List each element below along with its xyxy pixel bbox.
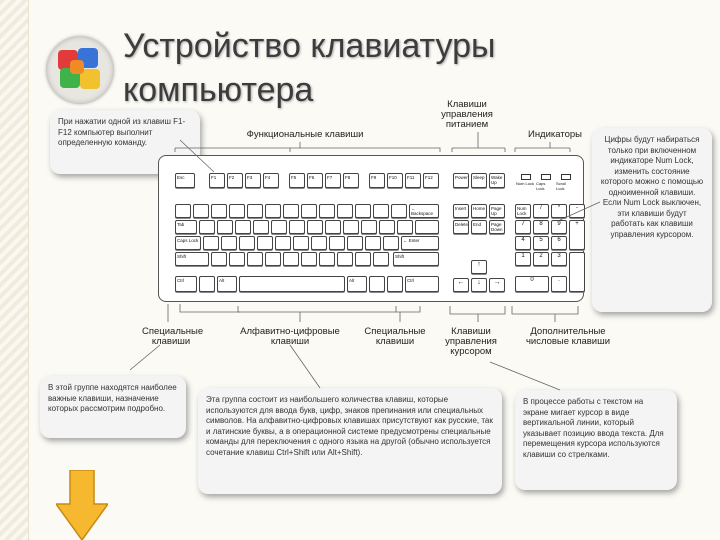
power-key: Power xyxy=(453,173,469,188)
alnum-key xyxy=(319,252,335,266)
f8-key: F8 xyxy=(343,173,359,188)
wake-key: Wake Up xyxy=(489,173,505,188)
decorative-stripe xyxy=(0,0,29,540)
arrow-right-key: → xyxy=(489,278,505,292)
alnum-key xyxy=(355,252,371,266)
f4-key: F4 xyxy=(263,173,279,188)
numpad-key: * xyxy=(551,204,567,218)
alnum-key xyxy=(301,204,317,218)
capslock-key: Caps Lock xyxy=(175,236,201,250)
alnum-key xyxy=(301,252,317,266)
shift-left-key: Shift xyxy=(175,252,209,266)
alnum-key xyxy=(379,220,395,234)
alnum-key xyxy=(361,220,377,234)
alnum-key xyxy=(293,236,309,250)
numpad-key: + xyxy=(569,220,585,250)
numpad-key: 1 xyxy=(515,252,531,266)
alnum-key xyxy=(319,204,335,218)
special-keys-left-label: Специальные клавиши xyxy=(142,326,204,347)
f12-key: F12 xyxy=(423,173,439,188)
keyboard-diagram xyxy=(158,155,584,302)
numpad-key: / xyxy=(533,204,549,218)
alt-right-key: Alt xyxy=(347,276,367,292)
functional-keys-label: Функциональные клавиши xyxy=(246,129,364,140)
numlock-callout xyxy=(592,128,712,312)
capslock-led-label: Caps Lock xyxy=(535,180,555,190)
scrolllock-led-label: Scroll Lock xyxy=(555,180,575,190)
down-arrow-icon xyxy=(56,470,108,540)
backslash-key xyxy=(415,220,439,234)
cursor-group-callout-text: В процессе работы с текстом на экране мигает курсор в виде вертикальной линии, который указывает позицию ввода текста. Для перемещения курсора используются клавиши со стрелками. xyxy=(523,397,664,459)
alnum-key xyxy=(307,220,323,234)
numlock-callout-text: Цифры будут набираться только при включенном индикаторе Num Lock, изменить состояние которого можно с помощью одноименной клавиши. Если Num Lock выключен, эти клавиши будут работать как клавиши управления курсором. xyxy=(600,135,704,239)
end-key: End xyxy=(471,220,487,234)
alnum-key xyxy=(289,220,305,234)
tab-key: Tab xyxy=(175,220,197,234)
alnum-key xyxy=(253,220,269,234)
f3-key: F3 xyxy=(245,173,261,188)
numpad-key: . xyxy=(551,276,567,292)
pageup-key: Page Up xyxy=(489,204,505,218)
f2-key: F2 xyxy=(227,173,243,188)
numpad-numlock-key: Num Lock xyxy=(515,204,531,218)
alnum-key xyxy=(265,252,281,266)
shift-right-key: Shift xyxy=(393,252,439,266)
f9-key: F9 xyxy=(369,173,385,188)
f11-key: F11 xyxy=(405,173,421,188)
arrow-left-key: ← xyxy=(453,278,469,292)
alnum-key xyxy=(365,236,381,250)
alnum-key xyxy=(397,220,413,234)
alnum-key xyxy=(229,252,245,266)
f7-key: F7 xyxy=(325,173,341,188)
enter-key: ← Enter xyxy=(401,236,439,250)
numpad-key: 7 xyxy=(515,220,531,234)
cursor-group-callout xyxy=(515,390,677,490)
win-right-key xyxy=(369,276,385,292)
sleep-key: Sleep xyxy=(471,173,487,188)
alnum-key xyxy=(373,204,389,218)
alnum-key xyxy=(211,252,227,266)
numpad-key: 2 xyxy=(533,252,549,266)
home-key: Home xyxy=(471,204,487,218)
menu-key xyxy=(387,276,403,292)
ctrl-right-key: Ctrl xyxy=(405,276,439,292)
insert-key: Insert xyxy=(453,204,469,218)
alnum-key xyxy=(175,204,191,218)
alnum-key xyxy=(257,236,273,250)
numlock-led-label: Num Lock xyxy=(515,180,535,190)
alnum-key xyxy=(283,252,299,266)
alnum-key xyxy=(265,204,281,218)
alnum-group-callout xyxy=(198,388,502,494)
alnum-key xyxy=(229,204,245,218)
numpad-keys-label: Дополнительные числовые клавиши xyxy=(525,326,611,347)
numpad-key: 9 xyxy=(551,220,567,234)
f1-key: F1 xyxy=(209,173,225,188)
alnum-key xyxy=(221,236,237,250)
numpad-key: - xyxy=(569,204,585,218)
alnum-key xyxy=(337,204,353,218)
alnum-key xyxy=(347,236,363,250)
alnum-key xyxy=(325,220,341,234)
alnum-key xyxy=(391,204,407,218)
page-title: Устройство клавиатуры компьютера xyxy=(123,27,496,109)
f6-key: F6 xyxy=(307,173,323,188)
alnum-key xyxy=(271,220,287,234)
alnum-key xyxy=(203,236,219,250)
esc-key: Esc xyxy=(175,173,195,188)
arrow-up-key: ↑ xyxy=(471,260,487,274)
alnum-key xyxy=(239,236,255,250)
alnum-key xyxy=(383,236,399,250)
special-keys-callout-text: В этой группе находятся наиболее важные клавиши, назначение которых рассмотрим подробно. xyxy=(48,383,177,413)
arrow-down-key: ↓ xyxy=(471,278,487,292)
numpad-key: 0 xyxy=(515,276,549,292)
space-key xyxy=(239,276,345,292)
alnum-key xyxy=(311,236,327,250)
indicators-label: Индикаторы xyxy=(527,129,582,140)
numpad-key: 3 xyxy=(551,252,567,266)
special-keys-right-label: Специальные клавиши xyxy=(364,326,426,347)
puzzle-logo-icon xyxy=(46,36,114,104)
numpad-key: 6 xyxy=(551,236,567,250)
cursor-keys-label: Клавиши управления курсором xyxy=(445,326,497,357)
numpad-key xyxy=(569,252,585,292)
alnum-key xyxy=(275,236,291,250)
alnum-key xyxy=(199,220,215,234)
f10-key: F10 xyxy=(387,173,403,188)
alt-left-key: Alt xyxy=(217,276,237,292)
alnum-key xyxy=(235,220,251,234)
alnum-key xyxy=(247,252,263,266)
alnum-key xyxy=(247,204,263,218)
special-keys-callout xyxy=(40,376,186,438)
numpad-key: 5 xyxy=(533,236,549,250)
f-keys-callout-text: При нажатии одной из клавиш F1-F12 компьютер выполнит определенную команду. xyxy=(58,117,186,147)
alnum-key xyxy=(193,204,209,218)
alnum-key xyxy=(343,220,359,234)
alnum-key xyxy=(337,252,353,266)
alnum-key xyxy=(217,220,233,234)
alnum-key xyxy=(373,252,389,266)
ctrl-left-key: Ctrl xyxy=(175,276,197,292)
numpad-key: 4 xyxy=(515,236,531,250)
alnum-key xyxy=(211,204,227,218)
pagedown-key: Page Down xyxy=(489,220,505,234)
alnum-group-callout-text: Эта группа состоит из наибольшего количества клавиш, которые используются для ввода букв, цифр, знаков препинания или специальных символов. На алфавитно-цифровых клавишах присутствуют как русские, так и латинские буквы, а в операционной системе предусмотрены специальные команды для переключения с одного языка на другой (обычно используется сочетание клавиш Ctrl+Shift или Alt+Shift). xyxy=(206,395,493,457)
delete-key: Delete xyxy=(453,220,469,234)
win-left-key xyxy=(199,276,215,292)
backspace-key: ← Backspace xyxy=(409,204,439,218)
f5-key: F5 xyxy=(289,173,305,188)
alnum-keys-label: Алфавитно-цифровые клавиши xyxy=(240,326,340,347)
power-keys-label: Клавиши управления питанием xyxy=(441,99,493,130)
alnum-key xyxy=(355,204,371,218)
alnum-key xyxy=(329,236,345,250)
numpad-key: 8 xyxy=(533,220,549,234)
alnum-key xyxy=(283,204,299,218)
